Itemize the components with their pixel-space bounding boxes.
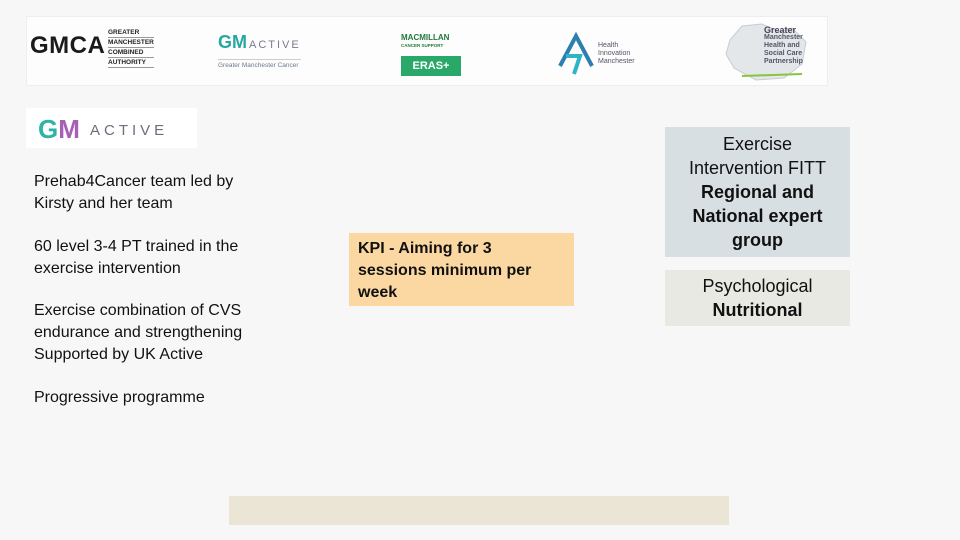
gmhscp-line: Health and [764, 42, 800, 49]
text-line: Progressive programme [34, 389, 205, 406]
kpi-line: week [358, 284, 398, 301]
gmca-line: AUTHORITY [108, 58, 154, 68]
hin-line: Innovation [598, 50, 631, 57]
gmhscp-line: Partnership [764, 58, 803, 65]
hin-line: Manchester [598, 58, 635, 65]
bottom-banner [229, 496, 729, 525]
text-line: Kirsty and her team [34, 195, 173, 212]
fitt-callout [665, 127, 850, 257]
text-line: Prehab4Cancer team led by [34, 173, 234, 190]
kpi-line: KPI - Aiming for 3 [358, 240, 492, 257]
text-line: Supported by UK Active [34, 346, 203, 363]
health-innovation-logo [598, 42, 635, 66]
macmillan-name: MACMILLAN [401, 33, 450, 42]
fitt-line: National expert [692, 206, 823, 226]
nutritional-label: Nutritional [712, 300, 803, 320]
gm-health-social-care-logo [764, 26, 803, 66]
eras-logo: ERAS+ [401, 56, 461, 76]
psychological-nutritional-callout [665, 270, 850, 326]
gmhscp-line: Manchester [764, 34, 803, 41]
gmca-logo-caption [108, 28, 154, 68]
kpi-line: sessions minimum per [358, 262, 532, 279]
gm-active-logo [26, 108, 197, 148]
gmca-line: GREATER [108, 28, 154, 38]
psychological-label: Psychological [702, 276, 813, 296]
fitt-line: Intervention FITT [688, 158, 827, 178]
health-innovation-icon [556, 32, 596, 83]
team-lead-text [34, 171, 233, 215]
hin-line: Health [598, 42, 619, 49]
progressive-programme-text [34, 387, 205, 409]
gmhscp-title: Greater [764, 25, 797, 35]
text-line: Exercise combination of CVS [34, 302, 242, 319]
gmhscp-line: Social Care [764, 50, 803, 57]
gm-cancer-caption: Greater Manchester Cancer [218, 59, 301, 69]
partner-logo-strip [26, 16, 828, 86]
gm-mark: GM [218, 32, 247, 52]
macmillan-sub: CANCER SUPPORT [401, 43, 444, 48]
active-word: ACTIVE [90, 122, 169, 139]
fitt-line: Exercise [722, 134, 793, 154]
gm-active-mark [38, 114, 80, 145]
active-word: ACTIVE [249, 39, 301, 51]
gm-letter-m: M [58, 114, 80, 144]
gm-active-cancer-logo [218, 32, 301, 69]
kpi-callout [349, 233, 574, 306]
fitt-line: Regional and [700, 182, 814, 202]
exercise-combination-text [34, 300, 242, 366]
gm-letter-g: G [38, 114, 59, 144]
fitt-line: group [732, 230, 783, 250]
macmillan-logo [401, 34, 449, 50]
pt-trained-text [34, 236, 238, 280]
gmca-logo: GMCA [30, 32, 106, 59]
text-line: 60 level 3-4 PT trained in the [34, 238, 239, 255]
text-line: exercise intervention [34, 260, 181, 277]
gmca-line: COMBINED [108, 48, 154, 58]
gmca-line: MANCHESTER [108, 39, 154, 46]
text-line: endurance and strengthening [34, 324, 243, 341]
